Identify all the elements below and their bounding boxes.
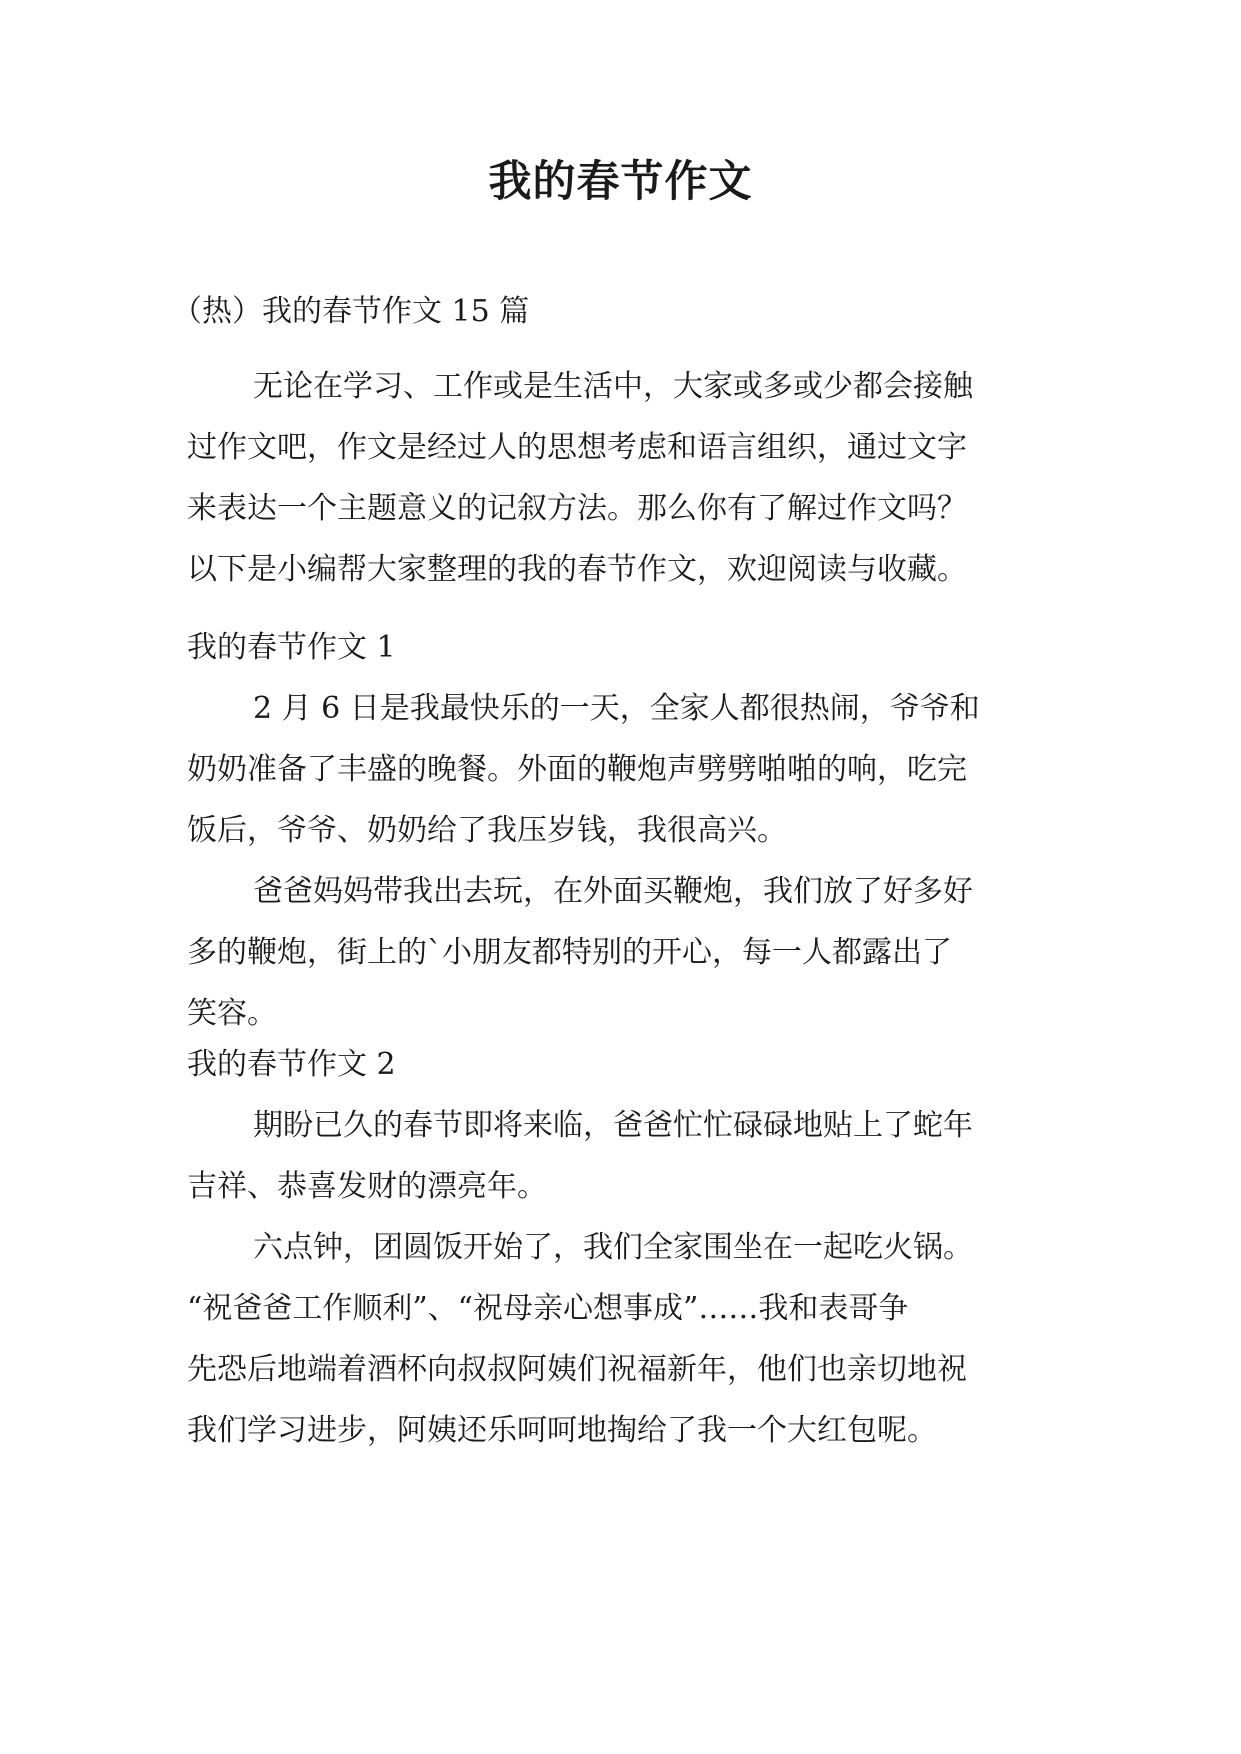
paragraph-line: 期盼已久的春节即将来临，爸爸忙忙碌碌地贴上了蛇年	[253, 1108, 973, 1143]
document-subtitle: （热）我的春节作文 15 篇	[172, 294, 530, 329]
paragraph-line: 饭后，爷爷、奶奶给了我压岁钱，我很高兴。	[187, 813, 787, 848]
intro-line: 以下是小编帮大家整理的我的春节作文，欢迎阅读与收藏。	[187, 552, 967, 587]
section-heading: 我的春节作文 1	[187, 630, 396, 665]
intro-line: 来表达一个主题意义的记叙方法。那么你有了解过作文吗？	[187, 491, 967, 526]
document-title: 我的春节作文	[488, 157, 753, 207]
paragraph-line: 我们学习进步，阿姨还乐呵呵地掏给了我一个大红包呢。	[187, 1413, 937, 1448]
paragraph-line: 吉祥、恭喜发财的漂亮年。	[187, 1169, 547, 1204]
paragraph-line: 笑容。	[187, 996, 277, 1031]
intro-line: 无论在学习、工作或是生活中，大家或多或少都会接触	[253, 369, 973, 404]
paragraph-line: 2 月 6 日是我最快乐的一天，全家人都很热闹，爷爷和	[253, 691, 980, 726]
paragraph-line: 奶奶准备了丰盛的晚餐。外面的鞭炮声劈劈啪啪的响，吃完	[187, 752, 967, 787]
section-2	[187, 1034, 1067, 1461]
paragraph-line: 六点钟，团圆饭开始了，我们全家围坐在一起吃火锅。	[253, 1230, 973, 1265]
paragraph-line: “祝爸爸工作顺利”、“祝母亲心想事成”……我和表哥争	[187, 1291, 909, 1326]
paragraph-line: 爸爸妈妈带我出去玩，在外面买鞭炮，我们放了好多好	[253, 874, 973, 909]
intro-line: 过作文吧，作文是经过人的思想考虑和语言组织，通过文字	[187, 430, 967, 465]
paragraph-line: 多的鞭炮，街上的`小朋友都特别的开心，每一人都露出了	[187, 935, 952, 970]
section-heading: 我的春节作文 2	[187, 1047, 396, 1082]
section-1	[187, 617, 1067, 1044]
intro-paragraph	[187, 356, 1067, 600]
paragraph-line: 先恐后地端着酒杯向叔叔阿姨们祝福新年，他们也亲切地祝	[187, 1352, 967, 1387]
